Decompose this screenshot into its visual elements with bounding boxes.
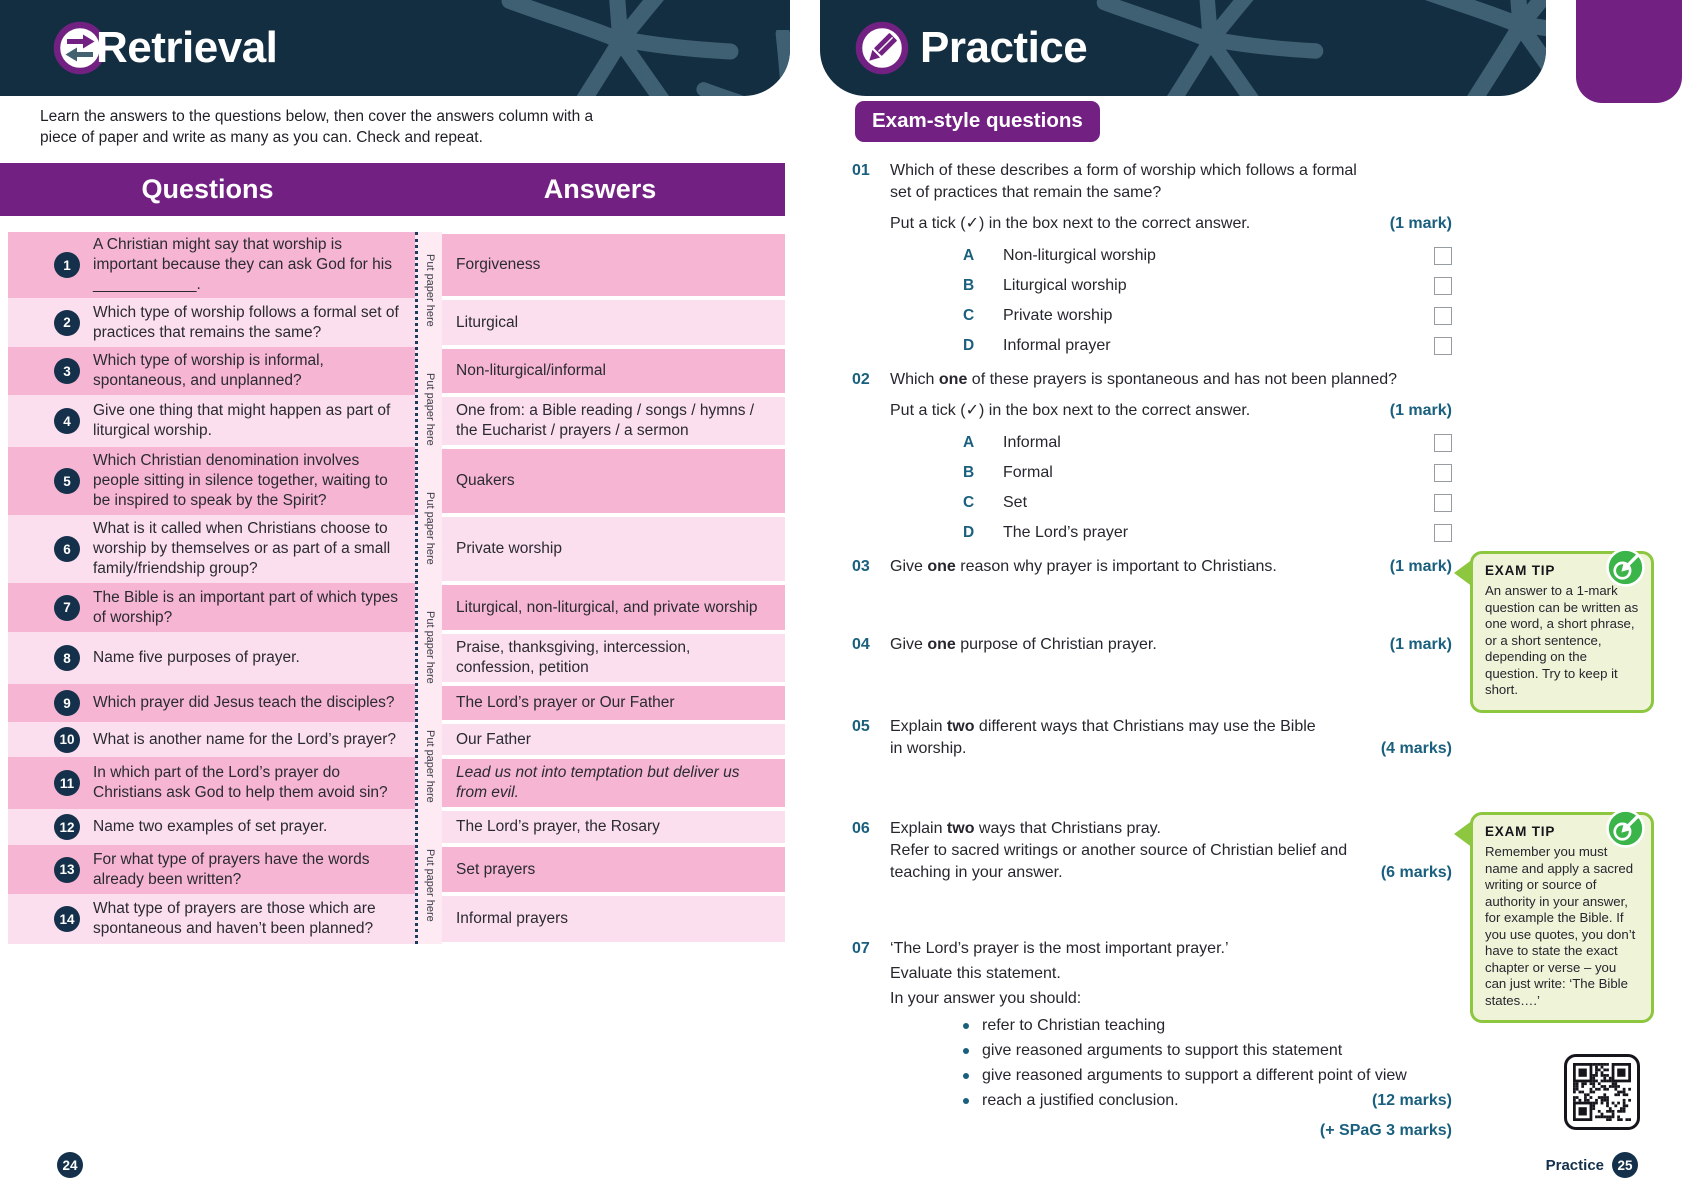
question-text: In which part of the Lord’s prayer do Christians ask God to help them avoid sin? <box>93 764 388 801</box>
asterisk-doodle <box>470 0 770 96</box>
bullet-icon <box>963 1048 969 1054</box>
option-row <box>890 241 1452 271</box>
question-number: 7 <box>54 595 80 621</box>
option-letter: A <box>963 434 975 451</box>
exam-question-04 <box>845 634 1452 656</box>
question-text: What is another name for the Lord’s prayer? <box>93 730 396 748</box>
question-number: 06 <box>852 820 870 837</box>
table-row <box>8 684 785 722</box>
answer-text: Private worship <box>442 517 785 581</box>
spag-marks-label: (+ SPaG 3 marks) <box>1319 1122 1452 1139</box>
question-number: 05 <box>852 718 870 735</box>
answer-text: Quakers <box>442 449 785 513</box>
tip-arrow-icon <box>1454 559 1473 587</box>
option-label: Liturgical worship <box>1003 277 1127 294</box>
option-row <box>890 458 1452 488</box>
question-number: 8 <box>54 645 80 671</box>
question-text-line: set of practices that remain the same? <box>890 184 1162 201</box>
marks-label: (1 mark) <box>1389 558 1452 575</box>
tick-instruction: Put a tick (✓) in the box next to the correct answer. <box>890 215 1251 232</box>
answer-text: Lead us not into temptation but deliver us from evil. <box>442 759 785 807</box>
bullet-item: reach a justified conclusion. (12 marks) <box>890 1088 1452 1113</box>
exam-style-questions-badge: Exam-style questions <box>855 101 1100 142</box>
question-text: What type of prayers are those which are spontaneous and haven’t been planned? <box>93 900 376 937</box>
option-label: Informal prayer <box>1003 337 1111 354</box>
page-number-right: 25 <box>1612 1152 1638 1178</box>
question-text-line: teaching in your answer. <box>890 864 1063 881</box>
question-text: The Bible is an important part of which types of worship? <box>93 588 398 626</box>
question-number: 07 <box>852 940 870 957</box>
question-number: 5 <box>54 468 80 494</box>
question-text: Give one thing that might happen as part of liturgical worship. <box>93 402 391 439</box>
marks-label: (1 mark) <box>1389 636 1452 653</box>
put-paper-label: Put paper here <box>424 849 436 922</box>
question-number: 03 <box>852 558 870 575</box>
answers-column-header: Answers <box>543 174 657 204</box>
options-list <box>890 241 1452 361</box>
option-label: Non-liturgical worship <box>1003 247 1156 264</box>
option-letter: C <box>963 494 975 511</box>
table-row <box>8 722 785 757</box>
question-text: What is it called when Christians choose to worship by themselves or as part of a small family/friendship group? <box>93 520 391 577</box>
bullet-item: give reasoned arguments to support this statement <box>890 1038 1452 1063</box>
exam-question-01 <box>845 160 1452 361</box>
page-title-retrieval: Retrieval <box>96 23 278 72</box>
question-number: 4 <box>54 408 80 434</box>
put-paper-divider <box>415 232 442 944</box>
answer-text: The Lord’s prayer or Our Father <box>442 686 785 720</box>
options-list <box>890 428 1452 548</box>
put-paper-label: Put paper here <box>424 492 436 565</box>
answer-checkbox[interactable] <box>1434 277 1452 295</box>
qr-code <box>1564 1054 1640 1130</box>
question-text-line: in worship. <box>890 740 967 757</box>
questions-column-header: Questions <box>141 174 274 204</box>
exam-tip-title: EXAM TIP <box>1485 563 1556 578</box>
marks-label: (1 mark) <box>1389 402 1452 419</box>
option-letter: A <box>963 247 975 264</box>
table-row <box>8 583 785 632</box>
table-column-headers <box>0 163 785 216</box>
exam-question-06 <box>845 818 1452 884</box>
answer-checkbox[interactable] <box>1434 337 1452 355</box>
answer-checkbox[interactable] <box>1434 494 1452 512</box>
option-label: Set <box>1003 494 1028 511</box>
question-number: 14 <box>54 906 80 932</box>
option-row <box>890 488 1452 518</box>
question-statement: ‘The Lord’s prayer is the most important prayer.’ <box>890 940 1229 957</box>
question-text-line: Give one reason why prayer is important to Christians. <box>890 558 1277 575</box>
answer-text: Liturgical, non-liturgical, and private worship <box>442 585 785 630</box>
exam-tip-box <box>1470 551 1654 713</box>
option-row <box>890 428 1452 458</box>
page-title-practice: Practice <box>920 23 1088 72</box>
question-text-line: Which of these describes a form of worship which follows a formal <box>890 162 1357 179</box>
question-text-line: Which one of these prayers is spontaneous and has not been planned? <box>890 371 1398 388</box>
table-row <box>8 298 785 347</box>
option-letter: D <box>963 337 975 354</box>
answer-text: The Lord’s prayer, the Rosary <box>442 811 785 843</box>
target-dart-icon <box>1605 547 1646 588</box>
question-text-line: Give one purpose of Christian prayer. <box>890 636 1157 653</box>
option-label: Informal <box>1003 434 1061 451</box>
put-paper-label: Put paper here <box>424 611 436 684</box>
question-text: Which type of worship is informal, spontaneous, and unplanned? <box>93 352 324 389</box>
bullet-icon <box>963 1023 969 1029</box>
exam-question-03 <box>845 556 1452 578</box>
table-row <box>8 515 785 583</box>
question-number: 11 <box>54 770 80 796</box>
answer-text: Praise, thanksgiving, intercession, confession, petition <box>442 634 785 682</box>
question-text-line: Explain two ways that Christians pray. <box>890 820 1161 837</box>
exam-tip-text: Remember you must name and apply a sacred writing or source of authority in your answer, for example the Bible. If you use quotes, you don’t have to state the exact chapter or verse – you can just write: ‘The Bible states….’ <box>1485 844 1636 1008</box>
put-paper-label: Put paper here <box>424 254 436 327</box>
exam-question-07 <box>845 938 1452 1142</box>
question-text: For what type of prayers have the words already been written? <box>93 850 370 888</box>
question-text: A Christian might say that worship is important because they can ask God for his ____________. <box>93 236 392 293</box>
answer-checkbox[interactable] <box>1434 464 1452 482</box>
table-row <box>8 632 785 684</box>
marks-label: (6 marks) <box>1380 864 1452 881</box>
answer-text: Liturgical <box>442 300 785 345</box>
qr-code-pattern <box>1573 1063 1631 1121</box>
corner-tab <box>1576 0 1682 103</box>
question-number: 1 <box>54 252 80 278</box>
question-text-line: Refer to sacred writings or another source of Christian belief and <box>890 842 1348 859</box>
instruction-line: Learn the answers to the questions below, then cover the answers column with a <box>40 108 594 125</box>
marks-label: (1 mark) <box>1389 215 1452 232</box>
table-row <box>8 809 785 845</box>
table-row <box>8 757 785 809</box>
retrieval-header <box>0 0 790 96</box>
option-letter: C <box>963 307 975 324</box>
answer-checkbox[interactable] <box>1434 307 1452 325</box>
question-number: 02 <box>852 371 870 388</box>
answer-text: Non-liturgical/informal <box>442 349 785 393</box>
exam-tip-box <box>1470 812 1654 1023</box>
option-label: The Lord’s prayer <box>1003 524 1129 541</box>
table-row <box>8 447 785 515</box>
exam-question-02 <box>845 369 1452 548</box>
question-number: 2 <box>54 310 80 336</box>
page-number-left: 24 <box>57 1152 83 1178</box>
put-paper-label: Put paper here <box>424 730 436 803</box>
bullet-item: refer to Christian teaching <box>890 1013 1452 1038</box>
put-paper-label: Put paper here <box>424 373 436 446</box>
question-text: Which prayer did Jesus teach the disciples? <box>93 694 395 711</box>
footer-section-label: Practice <box>1545 1157 1604 1174</box>
option-letter: B <box>963 464 975 481</box>
bullet-icon <box>963 1098 969 1104</box>
asterisk-doodle <box>680 30 790 96</box>
question-text-line: Explain two different ways that Christians may use the Bible <box>890 718 1316 735</box>
question-text-line: Evaluate this statement. <box>890 965 1061 982</box>
retrieval-table <box>8 232 785 944</box>
option-label: Private worship <box>1003 307 1113 324</box>
answer-text: Set prayers <box>442 847 785 892</box>
tick-instruction: Put a tick (✓) in the box next to the correct answer. <box>890 402 1251 419</box>
question-number: 9 <box>54 690 80 716</box>
answer-checkbox[interactable] <box>1434 247 1452 265</box>
answer-text: Our Father <box>442 724 785 755</box>
question-number: 04 <box>852 636 870 653</box>
option-row <box>890 301 1452 331</box>
exam-tip-text: An answer to a 1-mark question can be written as one word, a short phrase, or a short sentence, depending on the question. Try to keep it short. <box>1485 583 1639 697</box>
table-row <box>8 894 785 944</box>
answer-text: Informal prayers <box>442 896 785 942</box>
question-text: Which type of worship follows a formal set of practices that remains the same? <box>93 303 399 341</box>
option-row <box>890 331 1452 361</box>
option-letter: B <box>963 277 975 294</box>
table-row <box>8 347 785 395</box>
marks-label: (12 marks) <box>1371 1091 1452 1109</box>
bullet-icon <box>963 1073 969 1079</box>
option-label: Formal <box>1003 464 1053 481</box>
option-row <box>890 518 1452 548</box>
bullet-item: give reasoned arguments to support a different point of view <box>890 1063 1452 1088</box>
answer-checkbox[interactable] <box>1434 524 1452 542</box>
question-number: 13 <box>54 857 80 883</box>
question-number: 12 <box>54 814 80 840</box>
table-row <box>8 232 785 298</box>
exam-questions-area <box>845 0 1452 1200</box>
table-row <box>8 395 785 447</box>
question-text: Name five purposes of prayer. <box>93 649 300 666</box>
question-number: 10 <box>54 727 80 753</box>
table-row <box>8 845 785 894</box>
question-text: Name two examples of set prayer. <box>93 818 328 835</box>
question-text-line: In your answer you should: <box>890 990 1082 1007</box>
exam-tip-title: EXAM TIP <box>1485 824 1556 839</box>
target-dart-icon <box>1605 808 1646 849</box>
question-number: 6 <box>54 536 80 562</box>
answer-text: Forgiveness <box>442 234 785 296</box>
retrieval-instruction <box>40 106 593 148</box>
exam-question-05 <box>845 716 1452 760</box>
instruction-line: piece of paper and write as many as you can. Check and repeat. <box>40 129 483 146</box>
option-row <box>890 271 1452 301</box>
question-number: 01 <box>852 162 870 179</box>
marks-label: (4 marks) <box>1380 740 1452 757</box>
option-letter: D <box>963 524 975 541</box>
answer-checkbox[interactable] <box>1434 434 1452 452</box>
tip-arrow-icon <box>1454 820 1473 848</box>
question-number: 3 <box>54 358 80 384</box>
question-text: Which Christian denomination involves people sitting in silence together, waiting to be inspired to speak by the Spirit? <box>93 452 388 509</box>
answer-text: One from: a Bible reading / songs / hymns / the Eucharist / prayers / a sermon <box>442 397 785 445</box>
